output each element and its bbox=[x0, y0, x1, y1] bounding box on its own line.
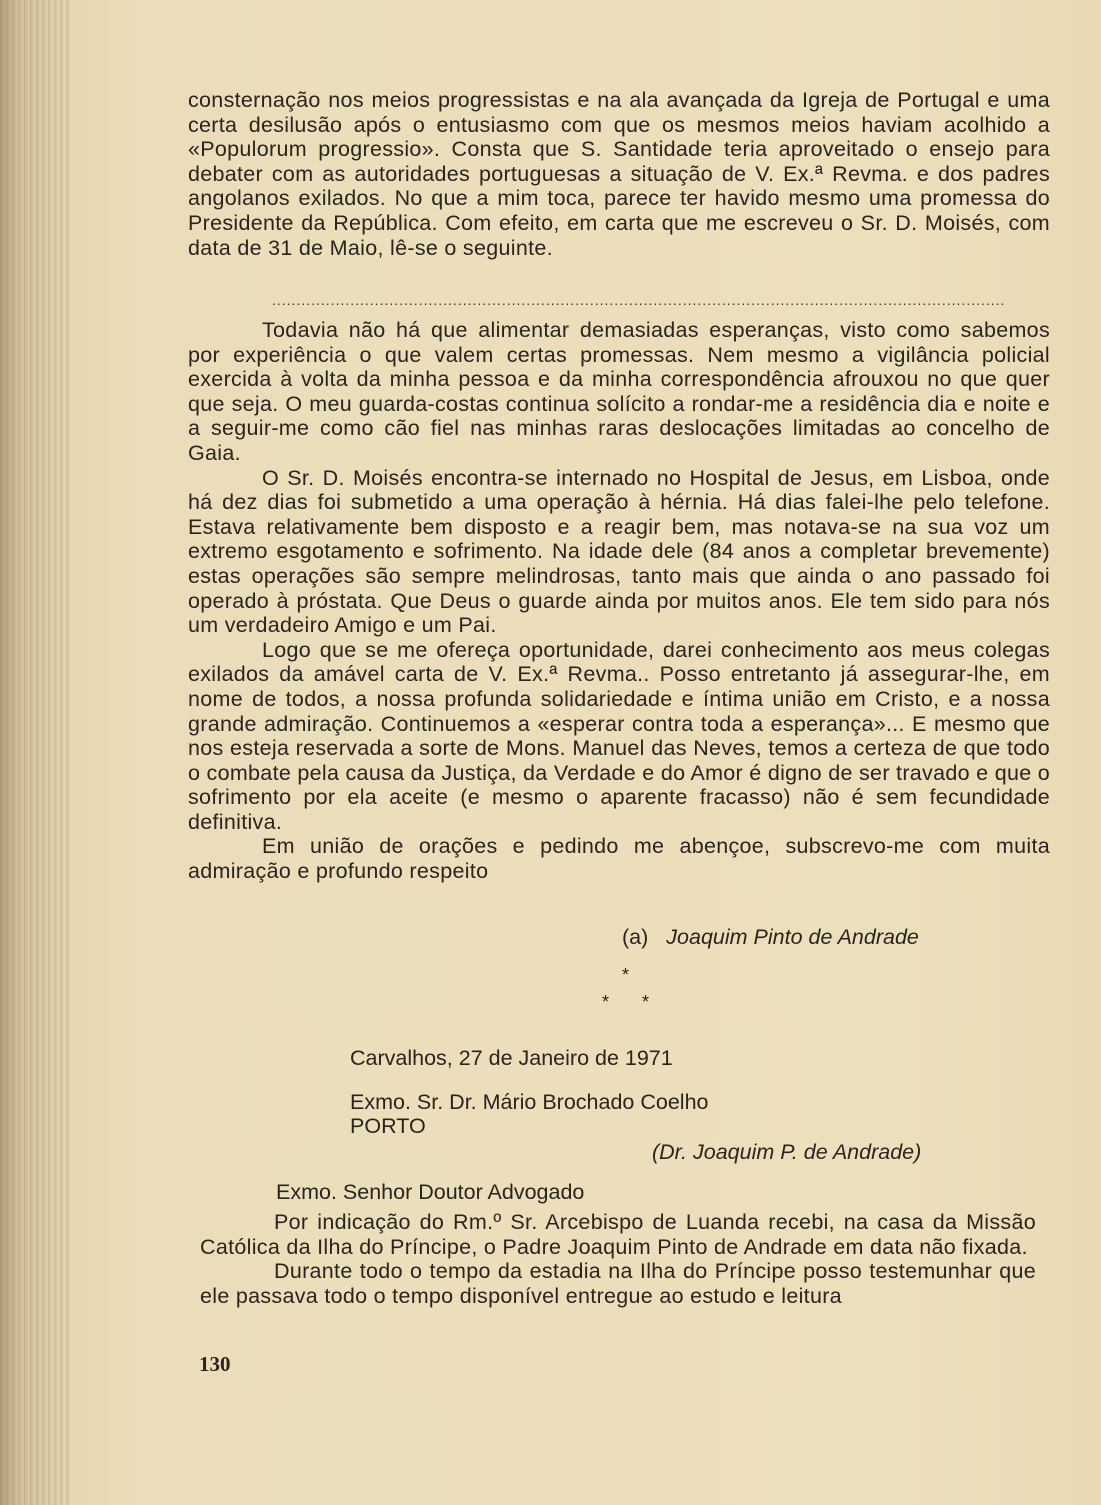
signature-name: Joaquim Pinto de Andrade bbox=[666, 925, 919, 949]
recipient-city: PORTO bbox=[350, 1114, 426, 1138]
paragraph-text: Logo que se me ofereça oportunidade, darei conhecimento aos meus colegas exilados da amável carta de V. Ex.ª Revma.. Posso entretanto já assegurar-lhe, em nome de todos, a nossa profunda solidariedade e íntima união em Cristo, e a nossa grande admiração. Continuemos a «esperar contra toda a esperança»... E mesmo que nos esteja reservada a sorte de Mons. Manuel das Neves, temos a certeza de que todo o combate pela causa da Justiça, da Verdade e do Amor é digno de ser travado e que o sofrimento por ela aceite (e mesmo o aparente fracasso) não é sem fecundidade definitiva. bbox=[188, 637, 1050, 834]
signature-line bbox=[622, 925, 919, 950]
letter-continuation-paragraph-1 bbox=[188, 88, 1050, 260]
paragraph-text: consternação nos meios progressistas e na ala avançada da Igreja de Portugal e uma certa desilusão após o entusiasmo com que os mesmos meios haviam acolhido a «Populorum progressio». Consta que S. Santidade teria aproveitado o ensejo para debater com as autoridades portuguesas a situação de V. Ex.ª Revma. e dos padres angolanos exilados. No que a mim toca, parece ter havido mesmo uma promessa do Presidente da República. Com efeito, em carta que me escreveu o Sr. D. Moisés, com data de 31 de Maio, lê-se o seguinte. bbox=[188, 88, 1050, 260]
recipient-name: Exmo. Sr. Dr. Mário Brochado Coelho bbox=[350, 1090, 709, 1114]
separator-star-left: * bbox=[602, 992, 610, 1012]
paragraph-text: Durante todo o tempo da estadia na Ilha do Príncipe posso testemunhar que ele passava todo o tempo disponível entregue ao estudo e leitura bbox=[200, 1259, 1036, 1308]
signature-prefix: (a) bbox=[622, 925, 649, 949]
letter-place-date: Carvalhos, 27 de Janeiro de 1971 bbox=[350, 1046, 673, 1070]
paragraph-text: O Sr. D. Moisés encontra-se internado no Hospital de Jesus, em Lisboa, onde há dez dias foi submetido a uma operação à hérnia. Há dias falei-lhe pelo telefone. Estava relativamente bem disposto e a reagir bem, mas notava-se na sua voz um extremo esgotamento e sofrimento. Na idade dele (84 anos a completar brevemente) estas operações são sempre melindrosas, tanto mais que ainda o ano passado foi operado à próstata. Que Deus o guarde ainda por muitos anos. Ele tem sido para nós um verdadeiro Amigo e um Pai. bbox=[188, 465, 1050, 638]
page-number: 130 bbox=[199, 1352, 231, 1376]
letter-salutation: Exmo. Senhor Doutor Advogado bbox=[276, 1180, 585, 1204]
book-spine-shadow bbox=[0, 0, 70, 1505]
second-letter-body bbox=[200, 1210, 1036, 1308]
ellipsis-line: ...................................................................................................................................................... bbox=[272, 292, 1006, 308]
separator-star-top: * bbox=[622, 965, 630, 985]
sender-reference: (Dr. Joaquim P. de Andrade) bbox=[652, 1140, 922, 1164]
paragraph-text: Em união de orações e pedindo me abençoe, subscrevo-me com muita admiração e profundo respeito bbox=[188, 834, 1050, 884]
paragraph-text: Todavia não há que alimentar demasiadas esperanças, visto como sabemos por experiência o que valem certas promessas. Nem mesmo a vigilância policial exercida à volta da minha pessoa e da minha correspondência afrouxou no que quer que seja. O meu guarda-costas continua solícito a rondar-me a residência dia e noite e a seguir-me como cão fiel nas minhas raras deslocações limitadas ao concelho de Gaia. bbox=[188, 318, 1050, 465]
quoted-letter-body bbox=[188, 318, 1050, 884]
separator-star-right: * bbox=[642, 992, 650, 1012]
paragraph-text: Por indicação do Rm.º Sr. Arcebispo de Luanda recebi, na casa da Missão Católica da Ilha do Príncipe, o Padre Joaquim Pinto de Andrade em data não fixada. bbox=[200, 1210, 1036, 1259]
